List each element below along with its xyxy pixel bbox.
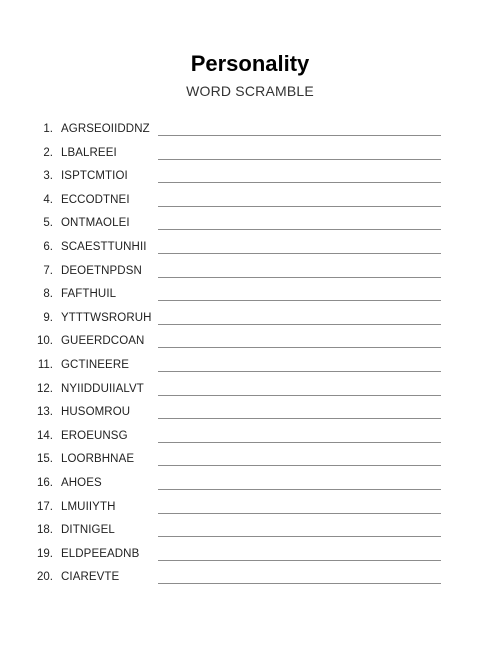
item-number: 4. [43,193,53,206]
scrambled-word: HUSOMROU [61,406,131,419]
answer-line[interactable] [158,513,441,514]
answer-line[interactable] [158,229,441,230]
list-item [0,377,500,401]
answer-line[interactable] [158,159,441,160]
answer-line[interactable] [158,465,441,466]
list-item [0,164,500,188]
item-number: 6. [43,240,53,253]
scrambled-word: AHOES [61,476,102,489]
scrambled-word: GUEERDCOAN [61,335,145,348]
scrambled-word: YTTTWSRORUH [61,311,152,324]
scrambled-word: ONTMAOLEI [61,217,130,230]
scramble-list [0,117,500,589]
answer-line[interactable] [158,536,441,537]
answer-line[interactable] [158,395,441,396]
list-item [0,447,500,471]
list-item [0,518,500,542]
list-item [0,117,500,141]
item-number: 15. [37,453,53,466]
answer-line[interactable] [158,206,441,207]
item-number: 1. [43,123,53,135]
list-item [0,471,500,495]
answer-line[interactable] [158,442,441,443]
item-number: 13. [37,406,53,419]
answer-line[interactable] [158,253,441,254]
scrambled-word: NYIIDDUIIALVT [61,382,144,395]
list-item [0,329,500,353]
item-number: 9. [43,311,53,324]
item-number: 14. [37,429,53,442]
scrambled-word: SCAESTTUNHII [61,240,147,253]
answer-line[interactable] [158,583,441,584]
list-item [0,188,500,212]
item-number: 18. [37,524,53,537]
item-number: 19. [37,547,53,560]
list-item [0,565,500,589]
scrambled-word: LMUIIYTH [61,500,116,513]
page-title: Personality [190,51,310,76]
item-number: 12. [37,382,53,395]
scrambled-word: LBALREEI [61,146,117,159]
item-number: 17. [37,500,53,513]
answer-line[interactable] [158,489,441,490]
scrambled-word: FAFTHUIL [61,288,117,301]
scrambled-word: DEOETNPDSN [61,264,142,277]
item-number: 16. [37,476,53,489]
scrambled-word: LOORBHNAE [61,453,135,466]
item-number: 3. [43,170,53,183]
list-item [0,141,500,165]
list-item [0,306,500,330]
scrambled-word: EROEUNSG [61,429,128,442]
scrambled-word: CIAREVTE [61,571,120,584]
list-item [0,282,500,306]
item-number: 10. [37,335,53,348]
scrambled-word: ISPTCMTIOI [61,170,128,183]
list-item [0,353,500,377]
item-number: 8. [43,288,53,301]
item-number: 7. [43,264,53,277]
scrambled-word: DITNIGEL [61,524,115,537]
list-item [0,542,500,566]
answer-line[interactable] [158,324,441,325]
page-subtitle: WORD SCRAMBLE [186,83,314,99]
answer-line[interactable] [158,300,441,301]
scrambled-word: ELDPEEADNB [61,547,140,560]
answer-line[interactable] [158,560,441,561]
scrambled-word: AGRSEOIIDDNZ [61,123,150,135]
answer-line[interactable] [158,182,441,183]
item-number: 2. [43,146,53,159]
list-item [0,400,500,424]
item-number: 20. [37,571,53,584]
list-item [0,235,500,259]
answer-line[interactable] [158,371,441,372]
item-number: 5. [43,217,53,230]
list-item [0,495,500,519]
list-item [0,424,500,448]
answer-line[interactable] [158,347,441,348]
list-item [0,259,500,283]
scrambled-word: GCTINEERE [61,358,129,371]
answer-line[interactable] [158,135,441,136]
item-number: 11. [37,358,53,371]
scrambled-word: ECCODTNEI [61,193,130,206]
answer-line[interactable] [158,418,441,419]
answer-line[interactable] [158,277,441,278]
list-item [0,211,500,235]
